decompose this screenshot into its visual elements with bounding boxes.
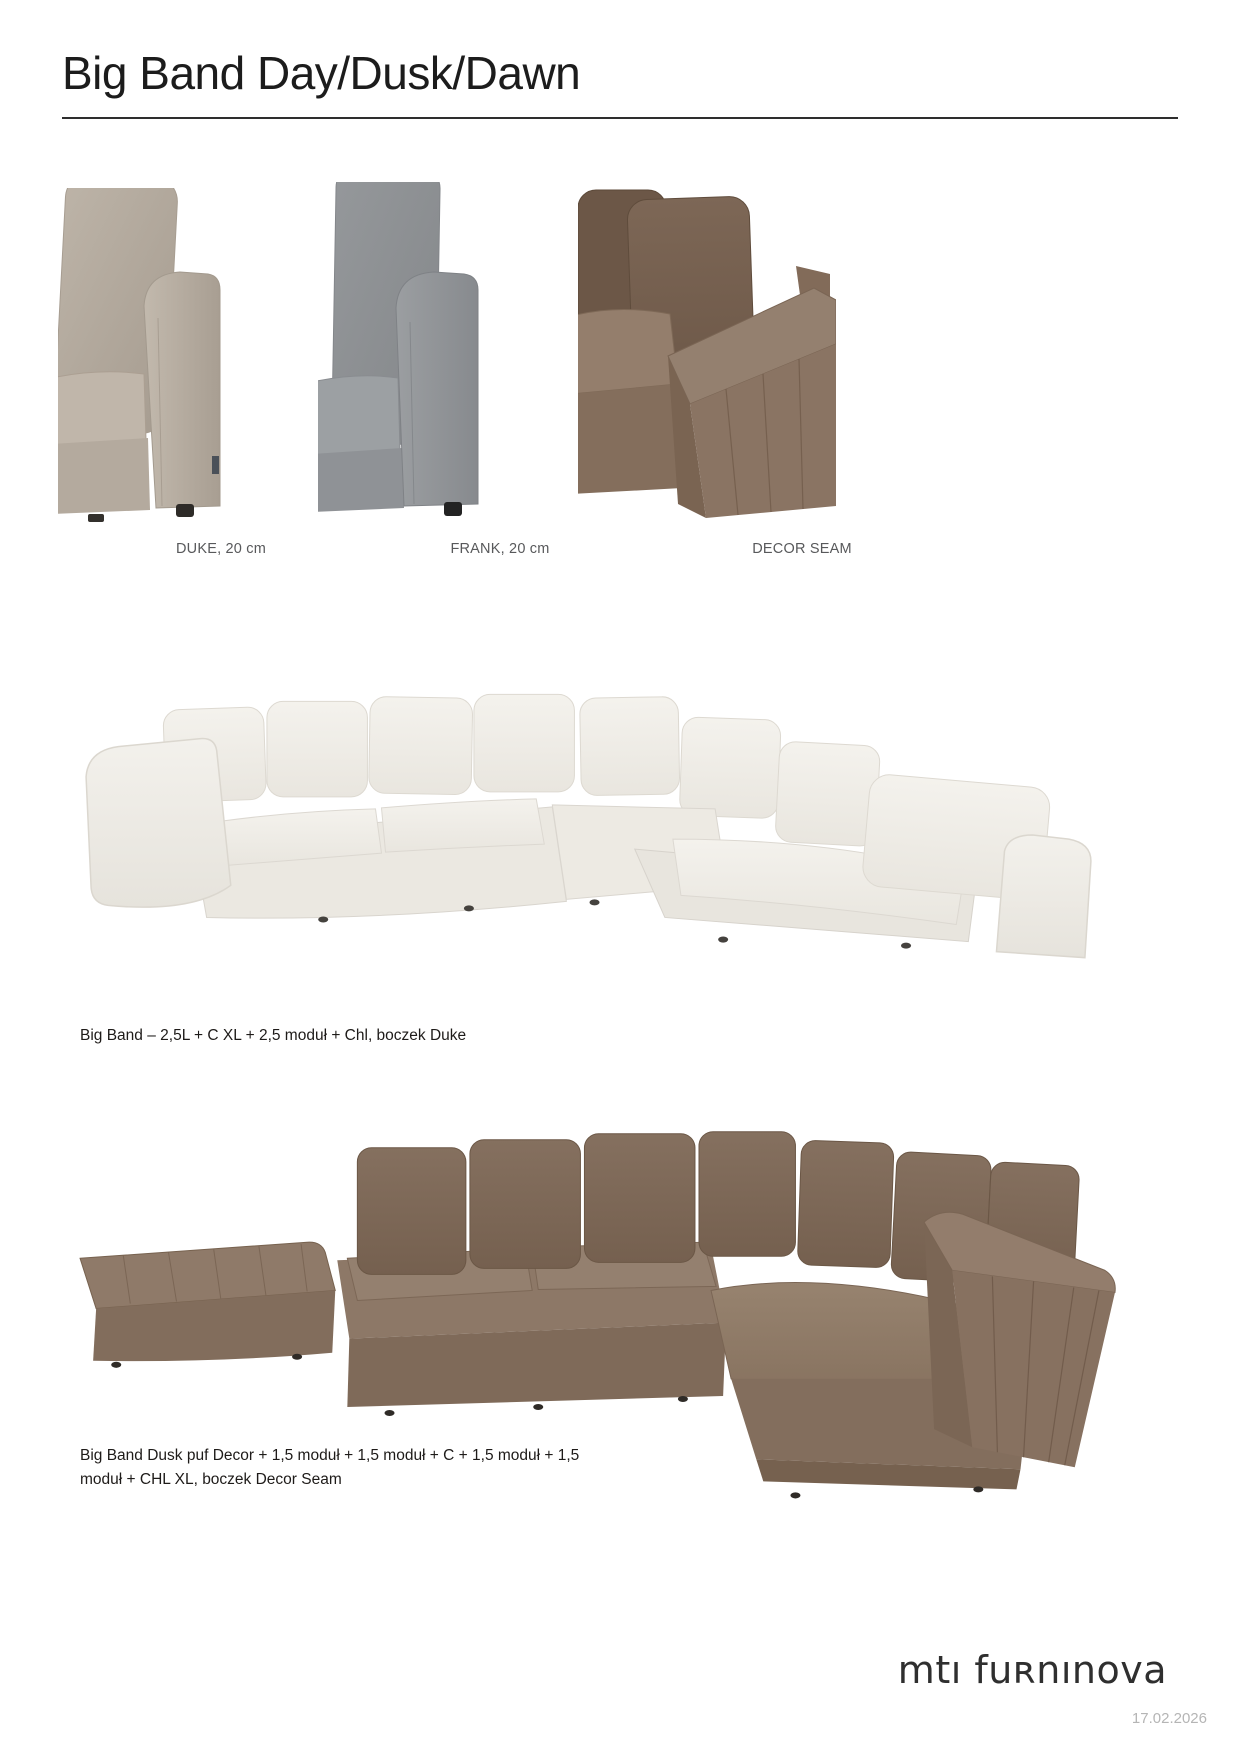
duke-armrest-image [58,188,250,525]
page-title: Big Band Day/Dusk/Dawn [62,47,581,99]
configuration-2-caption [80,1444,579,1492]
decor-seam-armrest-drawing [578,188,836,522]
duke-armrest-drawing [58,188,250,525]
frank-armrest-image [318,182,506,525]
armrest-label-duke: DUKE, 20 cm [175,541,267,557]
frank-armrest-drawing [318,182,506,525]
brand-logo: mtı fuʀnınova [897,1648,1167,1692]
decor-seam-armrest-image [578,188,836,522]
white-sofa-drawing [72,688,1107,960]
armrest-label-decor-seam: DECOR SEAM [752,541,852,557]
armrest-label-frank: FRANK, 20 cm [450,541,550,557]
configuration-1-caption: Big Band – 2,5L + C XL + 2,5 moduł + Chl, boczek Duke [80,1027,467,1044]
title-divider [62,117,1178,119]
configuration-2-caption-line-1: Big Band Dusk puf Decor + 1,5 moduł + 1,5 moduł + C + 1,5 moduł + 1,5 [80,1447,580,1464]
date-stamp: 17.02.2026 [1131,1710,1207,1727]
white-sectional-sofa-image [72,688,1107,960]
configuration-2-caption-line-2: moduł + CHL XL, boczek Decor Seam [80,1471,342,1489]
